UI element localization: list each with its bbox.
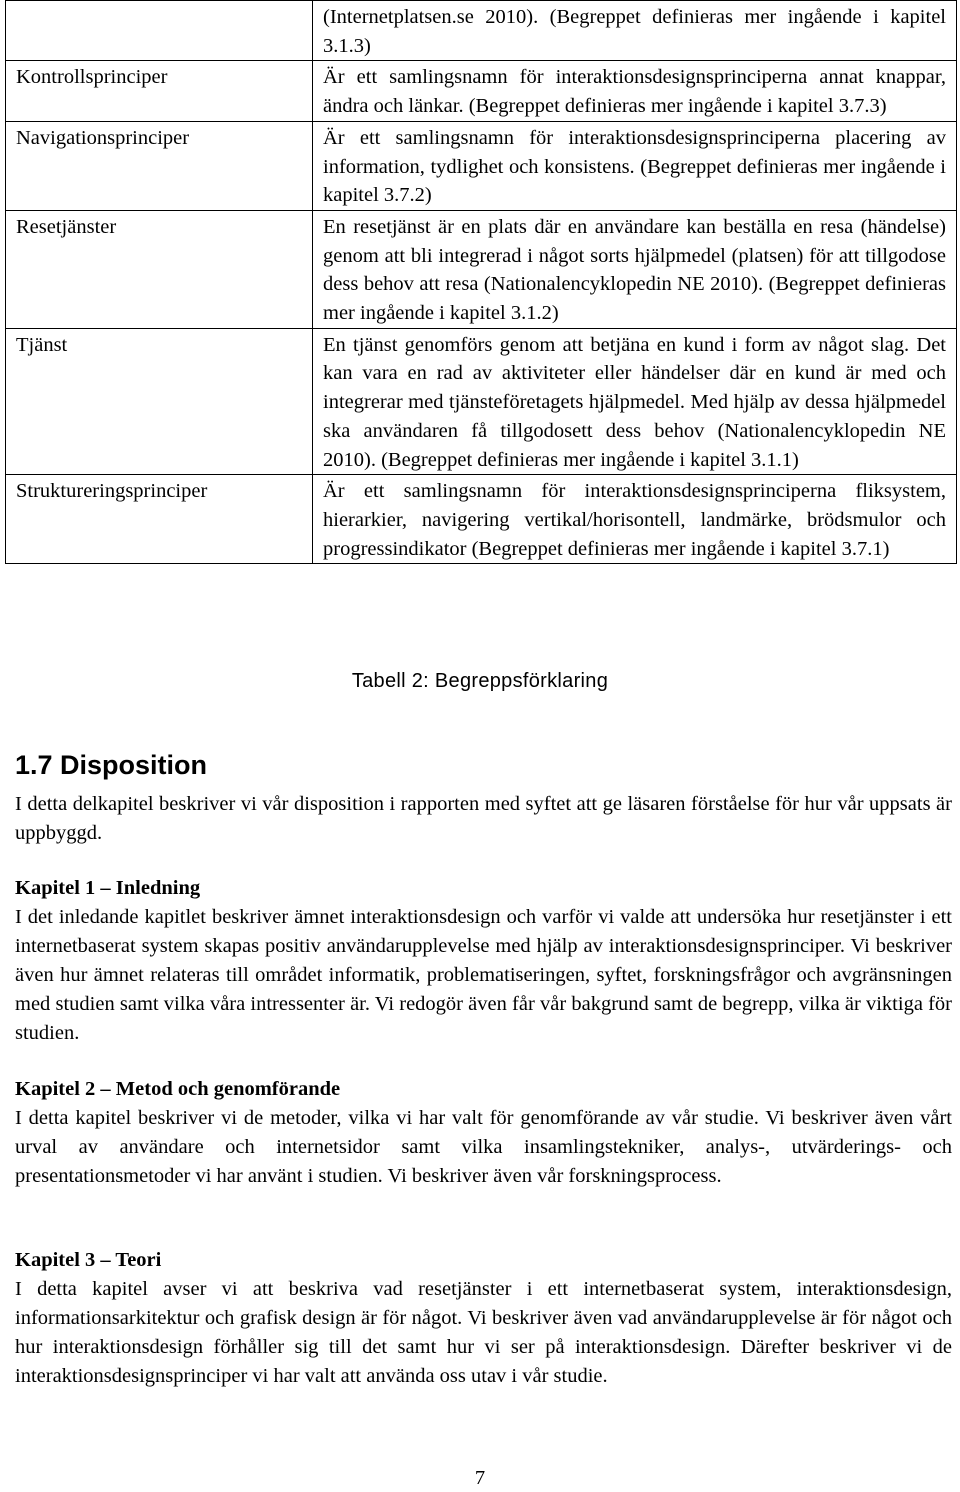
glossary-table xyxy=(5,0,957,564)
chapter-title: Kapitel 3 – Teori xyxy=(15,1249,162,1271)
table-caption: Tabell 2: Begreppsförklaring xyxy=(351,670,609,692)
chapter-body: I det inledande kapitlet beskriver ämnet interaktionsdesign och varför vi valde att undersöka hur resetjänster i ett internetbaserat system skapas positiv användarupplevelse med hjälp av interaktionsdesignsprinciper. Vi beskriver även hur ämnet relateras till området informatik, problematiseringen, syftet, forskningsfrågor och avgränsningen med studien samt vilka våra intressenter är. Vi redogör även får vår bakgrund samt de begrepp, vilka är viktiga för studien. xyxy=(15,906,952,1044)
chapter-body: I detta kapitel avser vi att beskriva vad resetjänster i ett internetbaserat system, interaktionsdesign, informationsarkitektur och grafisk design är för något. Vi beskriver även vad användarupplevelse är för något och hur interaktionsdesign förhåller sig till det samt hur vi ser på interaktionsdesign. Därefter beskriver vi de interaktionsdesignsprinciper vi har valt att använda oss utav i vår studie. xyxy=(15,1278,952,1387)
term-cell: Resetjänster xyxy=(6,210,313,328)
section-heading: 1.7 Disposition xyxy=(15,750,208,780)
term-cell: Kontrollsprinciper xyxy=(6,61,313,121)
chapter-title: Kapitel 2 – Metod och genomförande xyxy=(15,1078,341,1100)
glossary-table-container xyxy=(5,0,957,564)
term-cell xyxy=(6,1,313,61)
term-cell: Navigationsprinciper xyxy=(6,121,313,210)
definition-cell: (Internetplatsen.se 2010). (Begreppet definieras mer ingående i kapitel 3.1.3) xyxy=(313,1,957,61)
table-row xyxy=(6,61,957,121)
table-row xyxy=(6,210,957,328)
definition-cell: En tjänst genomförs genom att betjäna en kund i form av något slag. Det kan vara en rad av aktiviteter eller händelser där en kund är med och integrerar med tjänsteföretagets hjälpmedel. Med hjälp av dessa hjälpmedel ska användaren få tillgodosett dess behov (Nationalencyklopedin NE 2010). (Begreppet definieras mer ingående i kapitel 3.1.1) xyxy=(313,328,957,475)
term-cell: Struktureringsprinciper xyxy=(6,475,313,564)
definition-cell: En resetjänst är en plats där en användare kan beställa en resa (händelse) genom att bli integrerad i något sorts hjälpmedel (platsen) för att tillgodose dess behov att resa (Nationalencyklopedin NE 2010). (Begreppet definieras mer ingående i kapitel 3.1.2) xyxy=(313,210,957,328)
chapter-block xyxy=(15,1246,952,1391)
page-number: 7 xyxy=(474,1467,486,1489)
chapter-block xyxy=(15,1075,952,1191)
definition-cell: Är ett samlingsnamn för interaktionsdesignsprinciperna fliksystem, hierarkier, navigering vertikal/horisontell, landmärke, brödsmulor och progressindikator (Begreppet definieras mer ingående i kapitel 3.7.1) xyxy=(313,475,957,564)
chapter-block xyxy=(15,874,952,1048)
table-row xyxy=(6,475,957,564)
table-row xyxy=(6,1,957,61)
definition-cell: Är ett samlingsnamn för interaktionsdesignsprinciperna placering av information, tydlighet och konsistens. (Begreppet definieras mer ingående i kapitel 3.7.2) xyxy=(313,121,957,210)
section-intro: I detta delkapitel beskriver vi vår disposition i rapporten med syftet att ge läsaren förståelse för hur vår uppsats är uppbyggd. xyxy=(15,793,952,844)
table-row xyxy=(6,328,957,475)
chapter-body: I detta kapitel beskriver vi de metoder, vilka vi har valt för genomförande av vår studie. Vi beskriver även vårt urval av användare och internetsidor samt vilka insamlingstekniker, analys-, utvärderings- och presentationsmetoder vi har använt i studien. Vi beskriver även vår forskningsprocess. xyxy=(15,1107,952,1187)
table-row xyxy=(6,121,957,210)
chapter-title: Kapitel 1 – Inledning xyxy=(15,877,201,899)
term-cell: Tjänst xyxy=(6,328,313,475)
definition-cell: Är ett samlingsnamn för interaktionsdesignsprinciperna annat knappar, ändra och länkar. (Begreppet definieras mer ingående i kapitel 3.7.3) xyxy=(313,61,957,121)
